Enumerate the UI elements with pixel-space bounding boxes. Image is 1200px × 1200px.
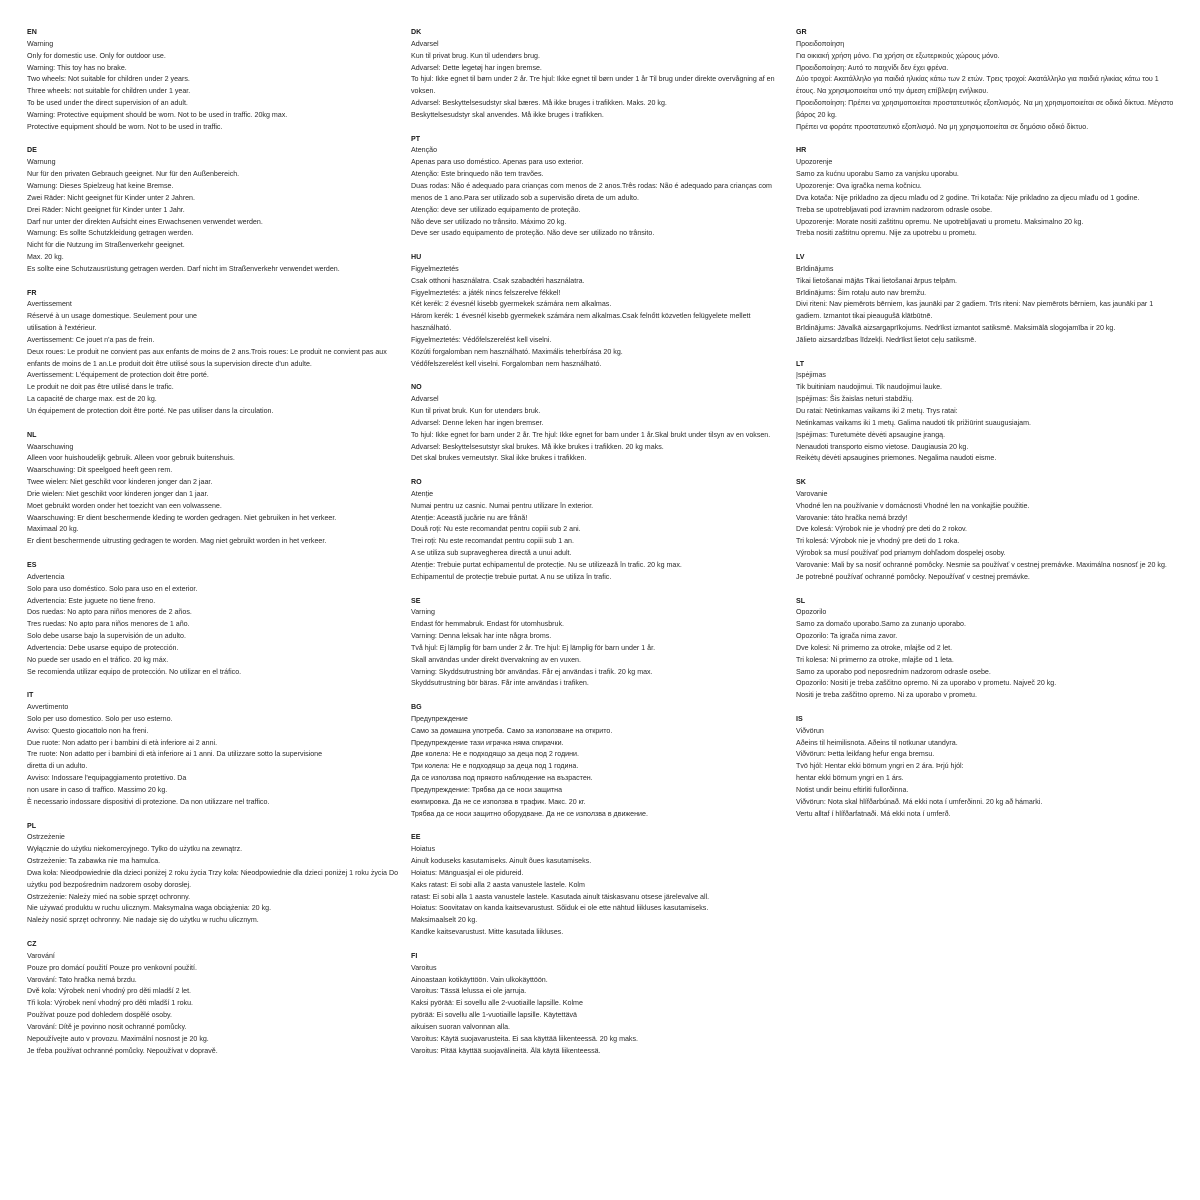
warning-text-line: Upozorenje: Morate nositi zaštitnu opremu. Ne upotrebljavati u prometu. Maksimalno 20 kg. xyxy=(796,217,1084,226)
warning-text-line: Varování: Dítě je povinno nosit ochranné pomůcky. xyxy=(27,1022,187,1031)
warning-text-line: Три колела: Не е подходящо за деца под 1 година. xyxy=(411,762,579,771)
warning-heading: Advarsel xyxy=(411,395,439,404)
language-code: FR xyxy=(27,288,37,297)
warning-text-line: Figyelmeztetés: Védőfelszerelést kell viselni. xyxy=(411,335,552,344)
warning-section-de xyxy=(27,145,405,275)
warning-text-line: Solo debe usarse bajo la supervisión de un adulto. xyxy=(27,632,186,641)
warning-text-line: Waarschuwing: Dit speelgoed heeft geen rem. xyxy=(27,466,173,475)
warning-text-line: Tri kolesa: Ni primerno za otroke, mlajše od 1 leta. xyxy=(796,655,954,664)
warning-section-gr xyxy=(796,27,1174,134)
warning-text-line: Hoiatus: Soovitatav on kanda kaitsevarustust. Sõiduk ei ole ette nähtud liikluses kasutamiseks. xyxy=(411,904,709,913)
warning-text-line: Ainoastaan kotikäyttöön. Vain ulkokäyttöön. xyxy=(411,975,548,984)
warning-text-line: Közúti forgalomban nem használható. Maximális teherbírása 20 kg. xyxy=(411,347,623,356)
warning-heading: Warnung xyxy=(27,158,56,167)
warning-text-line: Beskyttelsesudstyr skal anvendes. Må ikke bruges i trafikken. xyxy=(411,110,604,119)
warning-section-is xyxy=(796,714,1174,821)
warning-section-pl xyxy=(27,821,405,928)
warning-text-line: Δύο τροχοί: Ακατάλληλο για παιδιά ηλικίας κάτω των 2 ετών. Τρεις τροχοί: Ακατάλληλο για παιδιά ηλικίας κάτω του 1 έτους. Να χρησιμοποιείται υπό την άμεση επίβλεψη ενήλικου. xyxy=(796,75,1159,96)
warning-text-line: Advarsel: Beskyttelsesudstyr skal bæres. Må ikke bruges i trafikken. Maks. 20 kg. xyxy=(411,99,667,108)
warning-text-line: Det skal brukes verneutstyr. Skal ikke brukes i trafikken. xyxy=(411,454,587,463)
warning-text-line: Προειδοποίηση: Πρέπει να χρησιμοποιείται προστατευτικός εξοπλισμός. Να μη χρησιμοποιείται σε οδικά δίκτυα. Μέγιστο βάρος 20 kg. xyxy=(796,99,1174,119)
warning-section-fi xyxy=(411,951,789,1058)
warning-text-line: Advarsel: Denne leken har ingen bremser. xyxy=(411,418,544,427)
warning-text-line: Vertu alltaf í hlífðarfatnaði. Má ekki nota í umferð. xyxy=(796,809,951,818)
warning-text-line: Ostrzeżenie: Ta zabawka nie ma hamulca. xyxy=(27,857,161,866)
warning-heading: Advertencia xyxy=(27,572,65,581)
warning-text-line: Dvě kola: Výrobek není vhodný pro děti mladší 2 let. xyxy=(27,987,192,996)
warning-text-line: Należy nosić sprzęt ochronny. Nie nadaje się do użytku w ruchu ulicznym. xyxy=(27,916,259,925)
warning-text-line: Twee wielen: Niet geschikt voor kinderen jonger dan 2 jaar. xyxy=(27,478,213,487)
warning-text-line: La capacité de charge max. est de 20 kg. xyxy=(27,395,157,404)
warning-text-line: Pouze pro domácí použití Pouze pro venkovní použití. xyxy=(27,963,197,972)
warning-text-line: Tik buitiniam naudojimui. Tik naudojimui lauke. xyxy=(796,383,943,392)
warning-heading: Varning xyxy=(411,608,435,617)
warning-text-line: Divi riteni: Nav piemērots bērniem, kas jaunāki par 2 gadiem. Trīs riteni: Nav piemērots bērniem, kas jaunāki par 1 gadiem. Izmantot tikai pieaugušā klātbūtnē. xyxy=(796,300,1154,321)
warning-text-line: Moet gebruikt worden onder het toezicht van een volwassene. xyxy=(27,501,222,510)
warning-section-lt xyxy=(796,359,1174,466)
warning-text-line: Due ruote: Non adatto per i bambini di età inferiore ai 2 anni. xyxy=(27,738,218,747)
language-code: HR xyxy=(796,146,807,155)
language-code: DK xyxy=(411,28,422,36)
warning-text-line: Varování: Tato hračka nemá brzdu. xyxy=(27,975,137,984)
warning-text-line: Dwa koła: Nieodpowiednie dla dzieci poniżej 2 roku życia Trzy koła: Nieodpowiednie dla dzieci poniżej 1 roku życia Do użytku pod bezpośrednim nadzorem osoby dorosłej. xyxy=(27,868,399,889)
warning-section-pt xyxy=(411,134,789,241)
warning-text-line: Csak otthoni használatra. Csak szabadtéri használatra. xyxy=(411,276,585,285)
warning-text-line: Tikai lietošanai mājās Tikai lietošanai ārpus telpām. xyxy=(796,276,957,285)
warning-heading: Atenção xyxy=(411,146,438,155)
warning-heading: Advarsel xyxy=(411,39,439,48)
warning-text-line: hentar ekki börnum yngri en 1 árs. xyxy=(796,774,904,783)
warning-heading: Ostrzeżenie xyxy=(27,833,65,842)
warning-text-line: Advarsel: Beskyttelsesutstyr skal brukes. Må ikke brukes i trafikken. 20 kg maks. xyxy=(411,442,664,451)
column-2 xyxy=(411,27,789,1069)
warning-heading: Figyelmeztetés xyxy=(411,264,459,273)
warning-text-line: To hjul: Ikke egnet til børn under 2 år. Tre hjul: Ikke egnet til børn under 1 år Til brug under direkte overvågning af en voksen. xyxy=(411,75,775,96)
warning-heading: Varoitus xyxy=(411,963,437,972)
warning-heading: Hoiatus xyxy=(411,845,436,854)
language-code: SK xyxy=(796,478,806,487)
warning-section-lv xyxy=(796,252,1174,347)
warning-text-line: Er dient beschermende uitrusting gedragen te worden. Mag niet gebruikt worden in het verkeer. xyxy=(27,537,327,546)
warning-text-line: Varoitus: Pitää käyttää suojavälineitä. Älä käytä liikenteessä. xyxy=(411,1046,601,1055)
warning-text-line: Aðeins til heimilisnota. Aðeins til notkunar utandyra. xyxy=(796,738,958,747)
language-code: DE xyxy=(27,146,37,155)
warning-text-line: Nenaudoti transporto eismo vietose. Daugiausia 20 kg. xyxy=(796,442,969,451)
warning-text-line: Vhodné len na používanie v domácnosti Vhodné len na vonkajšie použitie. xyxy=(796,501,1030,510)
warning-text-line: non usare in caso di traffico. Massimo 20 kg. xyxy=(27,786,168,794)
warning-text-line: Warning: This toy has no brake. xyxy=(27,63,127,72)
warning-text-line: Un équipement de protection doit être porté. Ne pas utiliser dans la circulation. xyxy=(27,407,274,415)
warning-section-ee xyxy=(411,832,789,939)
language-code: NO xyxy=(411,383,422,392)
warning-heading: Avertissement xyxy=(27,300,72,309)
warning-heading: Varovanie xyxy=(796,489,828,498)
language-code: IT xyxy=(27,691,34,700)
warning-text-line: Atenție: Trebuie purtat echipamentul de protecție. Nu se utilizează în trafic. 20 kg max. xyxy=(411,560,682,569)
warning-text-line: Viðvörun: Þetta leikfang hefur enga bremsu. xyxy=(796,750,935,759)
warning-text-line: екипировка. Да не се използва в трафик. Макс. 20 кг. xyxy=(411,797,586,806)
warning-text-line: Samo za kućnu uporabu Samo za vanjsku uporabu. xyxy=(796,170,959,179)
warning-text-line: Protective equipment should be worn. Not to be used in traffic. xyxy=(27,122,223,131)
warning-text-line: Två hjul: Ej lämplig för barn under 2 år. Tre hjul: Ej lämplig för barn under 1 år. xyxy=(411,643,656,652)
warning-text-line: Opozorilo: Ta igrača nima zavor. xyxy=(796,632,898,641)
warning-text-line: Warnung: Es sollte Schutzkleidung getragen werden. xyxy=(27,229,194,238)
warning-text-line: Nositi je treba zaščitno opremo. Ni za uporabo v prometu. xyxy=(796,691,977,700)
language-code: EN xyxy=(27,28,37,36)
warning-text-line: Dve kolesi: Ni primerno za otroke, mlajše od 2 let. xyxy=(796,643,953,652)
warning-text-line: Advertencia: Debe usarse equipo de protección. xyxy=(27,643,179,652)
warning-text-line: Avviso: Indossare l'equipaggiamento protettivo. Da xyxy=(27,774,187,783)
warning-text-line: Nur für den privaten Gebrauch geeignet. Nur für den Außenbereich. xyxy=(27,170,240,179)
warning-text-line: Three wheels: not suitable for children under 1 year. xyxy=(27,87,191,96)
language-code: IS xyxy=(796,714,803,723)
language-code: SL xyxy=(796,596,806,605)
warning-text-line: Įspėjimas: Turetumėte dėvėti apsaugine įrangą. xyxy=(796,430,946,439)
warning-text-line: Notist undir beinu eftirliti fullorðinna. xyxy=(796,786,909,794)
warning-section-cz xyxy=(27,939,405,1057)
warning-text-line: Samo za uporabo pod neposrednim nadzorom odrasle osebe. xyxy=(796,667,991,676)
warning-text-line: Трябва да се носи защитно оборудване. Да не се използва в движение. xyxy=(411,809,648,818)
warning-text-line: To be used under the direct supervision of an adult. xyxy=(27,99,188,108)
warning-text-line: Du ratai: Netinkamas vaikams iki 2 metų. Trys ratai: xyxy=(796,407,958,415)
warning-text-line: Two wheels: Not suitable for children under 2 years. xyxy=(27,75,190,84)
warning-text-line: Warnung: Dieses Spielzeug hat keine Bremse. xyxy=(27,181,174,190)
warning-text-line: Για οικιακή χρήση μόνο. Για χρήση σε εξωτερικούς χώρους μόνο. xyxy=(796,51,1000,60)
warning-text-line: Tvö hjól: Hentar ekki börnum yngri en 2 ára. Þrjú hjól: xyxy=(796,762,964,771)
warning-text-line: Alleen voor huishoudelijk gebruik. Alleen voor gebruik buitenshuis. xyxy=(27,454,235,463)
warning-text-line: Предупреждение: Трябва да се носи защитна xyxy=(411,786,563,794)
warning-heading: Brīdinājums xyxy=(796,264,834,273)
warning-text-line: Waarschuwing: Er dient beschermende kleding te worden gedragen. Niet gebruiken in het verkeer. xyxy=(27,513,337,522)
language-code: PT xyxy=(411,134,421,143)
warning-text-line: Réservé à un usage domestique. Seulement pour une xyxy=(27,312,197,321)
warning-text-line: Dva kotača: Nije prikladno za djecu mlađu od 2 godine. Tri kotača: Nije prikladno za djecu mlađu od 1 godine. xyxy=(796,193,1140,202)
warning-heading: Warning xyxy=(27,39,54,48)
warning-section-ro xyxy=(411,477,789,584)
warning-text-line: Výrobok sa musí používať pod priamym dohľadom dospelej osoby. xyxy=(796,549,1006,558)
warning-text-line: Darf nur unter der direkten Aufsicht eines Erwachsenen verwendet werden. xyxy=(27,217,263,226)
warning-text-line: Endast för hemmabruk. Endast för utomhusbruk. xyxy=(411,620,564,629)
warning-section-se xyxy=(411,596,789,691)
warning-section-dk xyxy=(411,27,789,122)
warning-text-line: utilisation à l'extérieur. xyxy=(27,324,97,333)
warning-heading: Įspėjimas xyxy=(796,371,826,380)
warning-heading: Avvertimento xyxy=(27,703,69,712)
warning-text-line: Προειδοποίηση: Αυτό το παιχνίδι δεν έχει φρένα. xyxy=(796,63,949,72)
warning-text-line: Maksimaalselt 20 kg. xyxy=(411,916,478,925)
warning-text-line: Avertissement: L'équipement de protection doit être porté. xyxy=(27,371,209,380)
warning-text-line: Treba se upotrebljavati pod izravnim nadzorom odrasle osobe. xyxy=(796,205,993,214)
warning-heading: Waarschuwing xyxy=(27,442,74,451)
warning-text-line: Não deve ser utilizado no trânsito. Máximo 20 kg. xyxy=(411,217,567,226)
warning-text-line: Atenție: Această jucărie nu are frână! xyxy=(411,513,528,522)
warning-section-hr xyxy=(796,145,1174,240)
warning-text-line: Dve kolesá: Výrobok nie je vhodný pre deti do 2 rokov. xyxy=(796,525,968,534)
warning-text-line: Kun til privat bruk. Kun for utendørs bruk. xyxy=(411,407,541,415)
warning-text-line: Duas rodas: Não é adequado para crianças com menos de 2 anos.Três rodas: Não é adequado para crianças com menos de 1 ano.Para ser utilizado sob a supervisão direta de um adulto. xyxy=(411,181,772,202)
warning-text-line: Įspėjimas: Šis žaislas neturi stabdžių. xyxy=(796,395,914,404)
warning-text-line: Да се използва под прякото наблюдение на възрастен. xyxy=(411,774,593,783)
warning-text-line: Je třeba používat ochranné pomůcky. Nepoužívat v dopravě. xyxy=(27,1046,218,1055)
warning-text-line: Netinkamas vaikams iki 1 metų. Galima naudoti tik prižiūrint suaugusiajam. xyxy=(796,418,1031,427)
warning-text-line: Kaksi pyörää: Ei sovellu alle 2-vuotiaille lapsille. Kolme xyxy=(411,999,583,1008)
warning-section-en xyxy=(27,27,405,134)
warning-text-line: diretta di un adulto. xyxy=(27,762,88,771)
warning-text-line: Varoitus: Käytä suojavarusteita. Ei saa käyttää liikenteessä. 20 kg maks. xyxy=(411,1034,638,1043)
warning-text-line: Figyelmeztetés: a játék nincs felszerelve fékkel! xyxy=(411,288,561,297)
warning-section-sl xyxy=(796,596,1174,703)
warning-text-line: Skall användas under direkt övervakning av en vuxen. xyxy=(411,655,581,664)
warning-text-line: Ostrzeżenie: Należy mieć na sobie sprzęt ochronny. xyxy=(27,892,191,901)
warning-text-line: Három kerék: 1 évesnél kisebb gyermekek számára nem alkalmas.Csak felnőtt közvetlen felügyelete mellett használható. xyxy=(411,312,751,333)
warning-text-line: Atenção: Este brinquedo não tem travões. xyxy=(411,170,544,179)
warning-text-line: Max. 20 kg. xyxy=(27,253,64,262)
warning-text-line: È necessario indossare dispositivi di protezione. Da non utilizzare nel traffico. xyxy=(27,797,270,806)
warning-text-line: ratast: Ei sobi alla 1 aasta vanustele lastele. Kasutada ainult täiskasvanu otsese järelevalve all. xyxy=(411,892,710,901)
language-code: RO xyxy=(411,478,422,487)
warning-text-line: Две колела: Не е подходящо за деца под 2 години. xyxy=(411,750,579,759)
warning-text-line: Hoiatus: Mänguasjal ei ole pidureid. xyxy=(411,868,524,877)
language-code: GR xyxy=(796,28,807,36)
warning-text-line: Dos ruedas: No apto para niños menores de 2 años. xyxy=(27,608,192,617)
warning-heading: Atenție xyxy=(411,489,434,498)
warning-text-line: A se utiliza sub supravegherea directă a unui adult. xyxy=(411,549,572,558)
warning-text-line: Nepoužívejte auto v provozu. Maximální nosnost je 20 kg. xyxy=(27,1034,209,1043)
warning-text-line: Brīdinājums: Šim rotaļu auto nav bremžu. xyxy=(796,288,927,297)
warning-text-line: Kun til privat brug. Kun til udendørs brug. xyxy=(411,51,540,60)
language-code: SE xyxy=(411,596,421,605)
language-code: NL xyxy=(27,430,37,439)
warning-heading: Προειδοποίηση xyxy=(796,39,845,48)
warning-text-line: Only for domestic use. Only for outdoor use. xyxy=(27,51,166,60)
language-code: EE xyxy=(411,833,421,842)
warning-text-line: Предупреждение тази играчка няма спирачки. xyxy=(411,738,564,747)
warning-text-line: Varning: Skyddsutrustning bör användas. Får ej användas i trafik. 20 kg max. xyxy=(411,667,653,676)
warning-heading: Opozorilo xyxy=(796,608,827,617)
warning-text-line: Tri kolesá: Výrobok nie je vhodný pre deti do 1 roka. xyxy=(796,537,960,546)
warning-text-line: Само за домашна употреба. Само за използване на открито. xyxy=(411,726,613,735)
warning-text-line: pyörää: Ei sovellu alle 1-vuotiaille lapsille. Käytettävä xyxy=(411,1011,578,1020)
warning-text-line: Védőfelszerelést kell viselni. Forgalomban nem használható. xyxy=(411,359,602,368)
language-code: LT xyxy=(796,359,805,368)
warning-heading: Varování xyxy=(27,951,55,960)
warning-section-bg xyxy=(411,702,789,820)
warning-text-line: Je potrebné používať ochranné pomôcky. Nepoužívať v cestnej premávke. xyxy=(796,572,1030,581)
warning-text-line: Trei roți: Nu este recomandat pentru copiii sub 1 an. xyxy=(411,537,574,546)
language-code: BG xyxy=(411,703,422,712)
warning-text-line: Brīdinājums: Jāvalkā aizsargaprīkojums. Nedrīkst izmantot satiksmē. Maksimālā slogojamība ir 20 kg. xyxy=(796,324,1116,333)
warning-text-line: Atenção: deve ser utilizado equipamento de proteção. xyxy=(411,205,581,214)
warning-text-line: Tre ruote: Non adatto per i bambini di età inferiore ai 1 anni. Da utilizzare sotto la supervisione xyxy=(27,750,323,759)
warning-section-it xyxy=(27,690,405,808)
warning-text-line: Le produit ne doit pas être utilisé dans le trafic. xyxy=(27,383,174,392)
warning-text-line: Deux roues: Le produit ne convient pas aux enfants de moins de 2 ans.Trois roues: Le produit ne convient pas aux enfants de moins de 1 an.Le produit doit être utilisé sous la supervision directe d'un adulte. xyxy=(27,347,387,368)
warning-text-line: Deve ser usado equipamento de proteção. Não deve ser utilizado no trânsito. xyxy=(411,229,655,238)
warning-section-hu xyxy=(411,252,789,370)
warning-text-line: Advertencia: Este juguete no tiene freno. xyxy=(27,596,156,605)
warning-text-line: Maximaal 20 kg. xyxy=(27,525,79,534)
warning-section-sk xyxy=(796,477,1174,584)
warning-heading: Предупреждение xyxy=(411,714,468,723)
language-code: HU xyxy=(411,253,422,262)
warning-text-line: Nicht für die Nutzung im Straßenverkehr geeignet. xyxy=(27,241,185,250)
warning-text-line: Wyłącznie do użytku niekomercyjnego. Tylko do użytku na zewnątrz. xyxy=(27,845,243,854)
warning-text-line: Avertissement: Ce jouet n'a pas de frein. xyxy=(27,335,155,344)
warning-text-line: Samo za domačo uporabo.Samo za zunanjo uporabo. xyxy=(796,620,966,629)
warning-heading: Upozorenje xyxy=(796,158,833,167)
warning-section-es xyxy=(27,560,405,678)
warning-text-line: Tres ruedas: No apto para niños menores de 1 año. xyxy=(27,620,190,629)
warning-text-line: Apenas para uso doméstico. Apenas para uso exterior. xyxy=(411,158,584,167)
warning-text-line: Reikėtų dėvėti apsaugines priemones. Negalima naudoti eisme. xyxy=(796,454,997,463)
warning-text-line: Avviso: Questo giocattolo non ha freni. xyxy=(27,726,149,735)
warning-text-line: Ainult koduseks kasutamiseks. Ainult õues kasutamiseks. xyxy=(411,857,592,866)
warning-text-line: Tři kola: Výrobek není vhodný pro děti mladší 1 roku. xyxy=(27,999,193,1008)
warning-section-nl xyxy=(27,430,405,548)
column-3 xyxy=(796,27,1174,832)
warning-text-line: Solo per uso domestico. Solo per uso esterno. xyxy=(27,714,173,723)
warning-text-line: Πρέπει να φοράτε προστατευτικό εξοπλισμό. Να μη χρησιμοποιείται σε δημόσιο οδικό δίκτυο. xyxy=(796,122,1089,131)
warning-text-line: Opozorilo: Nositi je treba zaščitno opremo. Ni za uporabo v prometu. Največ 20 kg. xyxy=(796,679,1057,688)
warning-text-line: aikuisen suoran valvonnan alla. xyxy=(411,1022,510,1031)
warning-section-fr xyxy=(27,288,405,418)
warning-text-line: Numai pentru uz casnic. Numai pentru utilizare în exterior. xyxy=(411,501,594,510)
warning-text-line: Treba nositi zaštitnu opremu. Nije za upotrebu u prometu. xyxy=(796,229,977,238)
warning-text-line: Două roți: Nu este recomandat pentru copiii sub 2 ani. xyxy=(411,525,581,534)
warning-text-line: Echipamentul de protecție trebuie purtat. A nu se utiliza în trafic. xyxy=(411,572,612,581)
warning-text-line: Drei Räder: Nicht geeignet für Kinder unter 1 Jahr. xyxy=(27,205,185,214)
warning-text-line: Zwei Räder: Nicht geeignet für Kinder unter 2 Jahren. xyxy=(27,193,195,202)
warning-heading: Viðvörun xyxy=(796,726,824,735)
column-1 xyxy=(27,27,405,1069)
warning-text-line: Jālieto aizsardzības līdzekļi. Nedrīkst lietot ceļu satiksmē. xyxy=(796,335,977,344)
warning-text-line: Warning: Protective equipment should be worn. Not to be used in traffic. 20kg max. xyxy=(27,110,288,119)
language-code: PL xyxy=(27,821,37,830)
language-code: CZ xyxy=(27,939,37,948)
warning-text-line: Varovanie: táto hračka nemá brzdy! xyxy=(796,513,908,522)
warning-text-line: Upozorenje: Ova igračka nema kočnicu. xyxy=(796,181,922,190)
warning-text-line: Varoitus: Tässä lelussa ei ole jarruja. xyxy=(411,987,527,996)
language-code: ES xyxy=(27,560,37,569)
warning-text-line: Kaks ratast: Ei sobi alla 2 aasta vanustele lastele. Kolm xyxy=(411,880,585,889)
language-code: LV xyxy=(796,253,805,262)
warning-text-line: Skyddsutrustning bör bäras. Får inte användas i trafiken. xyxy=(411,679,589,688)
warning-text-line: Nie używać produktu w ruchu ulicznym. Maksymalna waga obciążenia: 20 kg. xyxy=(27,904,272,913)
warning-text-line: Két kerék: 2 évesnél kisebb gyermekek számára nem alkalmas. xyxy=(411,300,612,309)
warning-text-line: To hjul: Ikke egnet for barn under 2 år. Tre hjul: Ikke egnet for barn under 1 år.Skal brukt under tilsyn av en voksen. xyxy=(411,430,771,439)
warning-text-line: Varovanie: Mali by sa nosiť ochranné pomôcky. Nesmie sa používať v cestnej premávke. Maximálna nosnosť je 20 kg. xyxy=(796,560,1167,569)
warning-text-line: Drie wielen: Niet geschikt voor kinderen jonger dan 1 jaar. xyxy=(27,489,209,498)
warning-text-line: No puede ser usado en el tráfico. 20 kg máx. xyxy=(27,655,169,664)
warning-text-line: Advarsel: Dette legetøj har ingen bremse. xyxy=(411,63,542,72)
warning-text-line: Používat pouze pod dohledem dospělé osoby. xyxy=(27,1011,172,1020)
warning-text-line: Solo para uso doméstico. Solo para uso en el exterior. xyxy=(27,584,198,593)
warning-text-line: Es sollte eine Schutzausrüstung getragen werden. Darf nicht im Straßenverkehr verwendet werden. xyxy=(27,264,340,273)
warning-section-no xyxy=(411,382,789,465)
warning-text-line: Se recomienda utilizar equipo de protección. No utilizar en el tráfico. xyxy=(27,667,242,676)
language-code: FI xyxy=(411,951,418,960)
warning-text-line: Viðvörun: Nota skal hlífðarbúnað. Má ekki nota í umferðinni. 20 kg að hámarki. xyxy=(796,797,1043,806)
warning-text-line: Varning: Denna leksak har inte några broms. xyxy=(411,632,552,641)
warning-text-line: Kandke kaitsevarustust. Mitte kasutada liikluses. xyxy=(411,928,564,937)
